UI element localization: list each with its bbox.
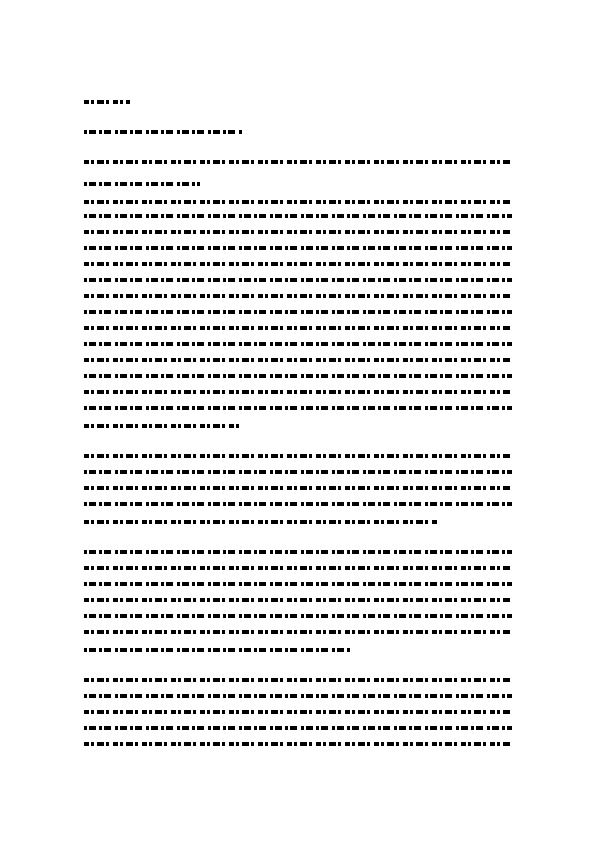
text-line bbox=[84, 630, 512, 634]
text-line bbox=[84, 550, 512, 554]
text-line bbox=[84, 678, 512, 682]
text-line bbox=[84, 182, 200, 186]
text-line bbox=[84, 598, 512, 602]
text-line bbox=[84, 294, 512, 298]
text-line bbox=[84, 470, 512, 474]
text-line bbox=[84, 278, 512, 282]
text-line bbox=[84, 710, 512, 714]
text-line bbox=[84, 694, 512, 698]
text-line bbox=[84, 342, 512, 346]
text-line bbox=[84, 486, 512, 490]
text-line bbox=[84, 614, 512, 618]
text-line bbox=[84, 200, 512, 204]
text-line bbox=[84, 358, 512, 362]
header-line-2 bbox=[84, 130, 244, 134]
text-line bbox=[84, 160, 512, 164]
text-line bbox=[84, 390, 512, 394]
text-line bbox=[84, 310, 512, 314]
text-line bbox=[84, 742, 512, 746]
text-line bbox=[84, 326, 512, 330]
text-line bbox=[84, 566, 512, 570]
text-line bbox=[84, 648, 352, 652]
text-line bbox=[84, 424, 240, 428]
text-line bbox=[84, 502, 512, 506]
text-line bbox=[84, 374, 512, 378]
text-line bbox=[84, 246, 512, 250]
text-line bbox=[84, 406, 512, 410]
text-line bbox=[84, 214, 512, 218]
text-line bbox=[84, 726, 512, 730]
text-line bbox=[84, 582, 512, 586]
text-line bbox=[84, 262, 512, 266]
text-line bbox=[84, 230, 512, 234]
text-line bbox=[84, 454, 512, 458]
header-line-1 bbox=[84, 100, 130, 104]
text-line bbox=[84, 520, 438, 524]
